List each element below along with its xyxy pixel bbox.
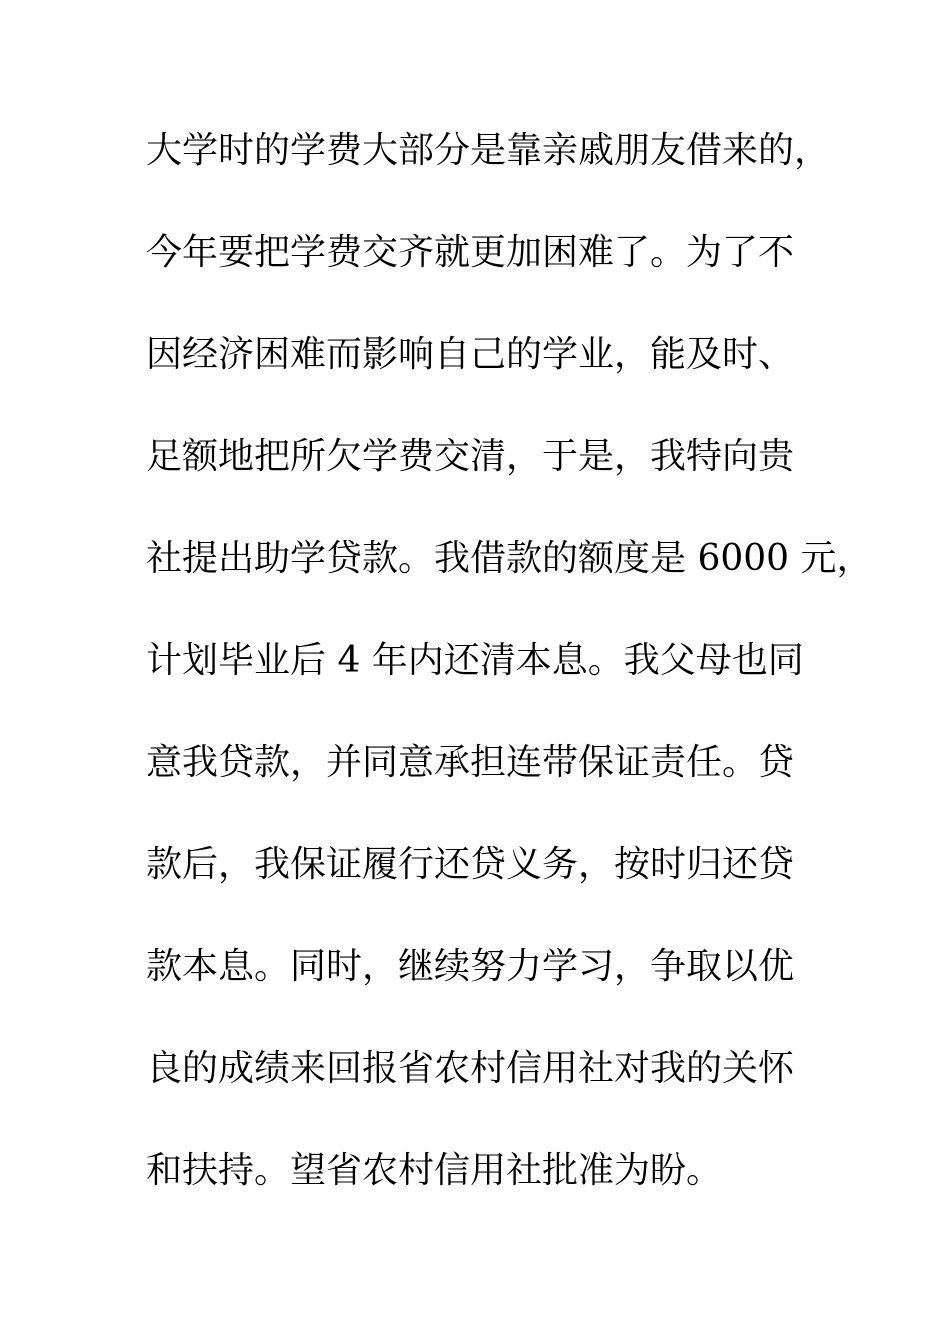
text-line: 因经济困难而影响自己的学业，能及时、 <box>146 334 795 375</box>
text-line: 款本息。同时，继续努力学习，争取以优 <box>146 946 795 987</box>
text-line: 良的成绩来回报省农村信用社对我的关怀 <box>146 1048 795 1089</box>
text-line: 今年要把学费交齐就更加困难了。为了不 <box>146 232 795 273</box>
text-line: 社提出助学贷款。我借款的额度是 6000 元， <box>146 538 873 579</box>
text-line: 意我贷款，并同意承担连带保证责任。贷 <box>146 742 795 783</box>
text-line: 大学时的学费大部分是靠亲戚朋友借来的， <box>146 130 831 171</box>
text-line: 和扶持。望省农村信用社批准为盼。 <box>146 1150 723 1191</box>
text-line: 计划毕业后 4 年内还清本息。我父母也同 <box>146 640 804 681</box>
text-line: 款后，我保证履行还贷义务，按时归还贷 <box>146 844 795 885</box>
document-body-text <box>146 120 873 1242</box>
text-line: 足额地把所欠学费交清，于是，我特向贵 <box>146 436 795 477</box>
